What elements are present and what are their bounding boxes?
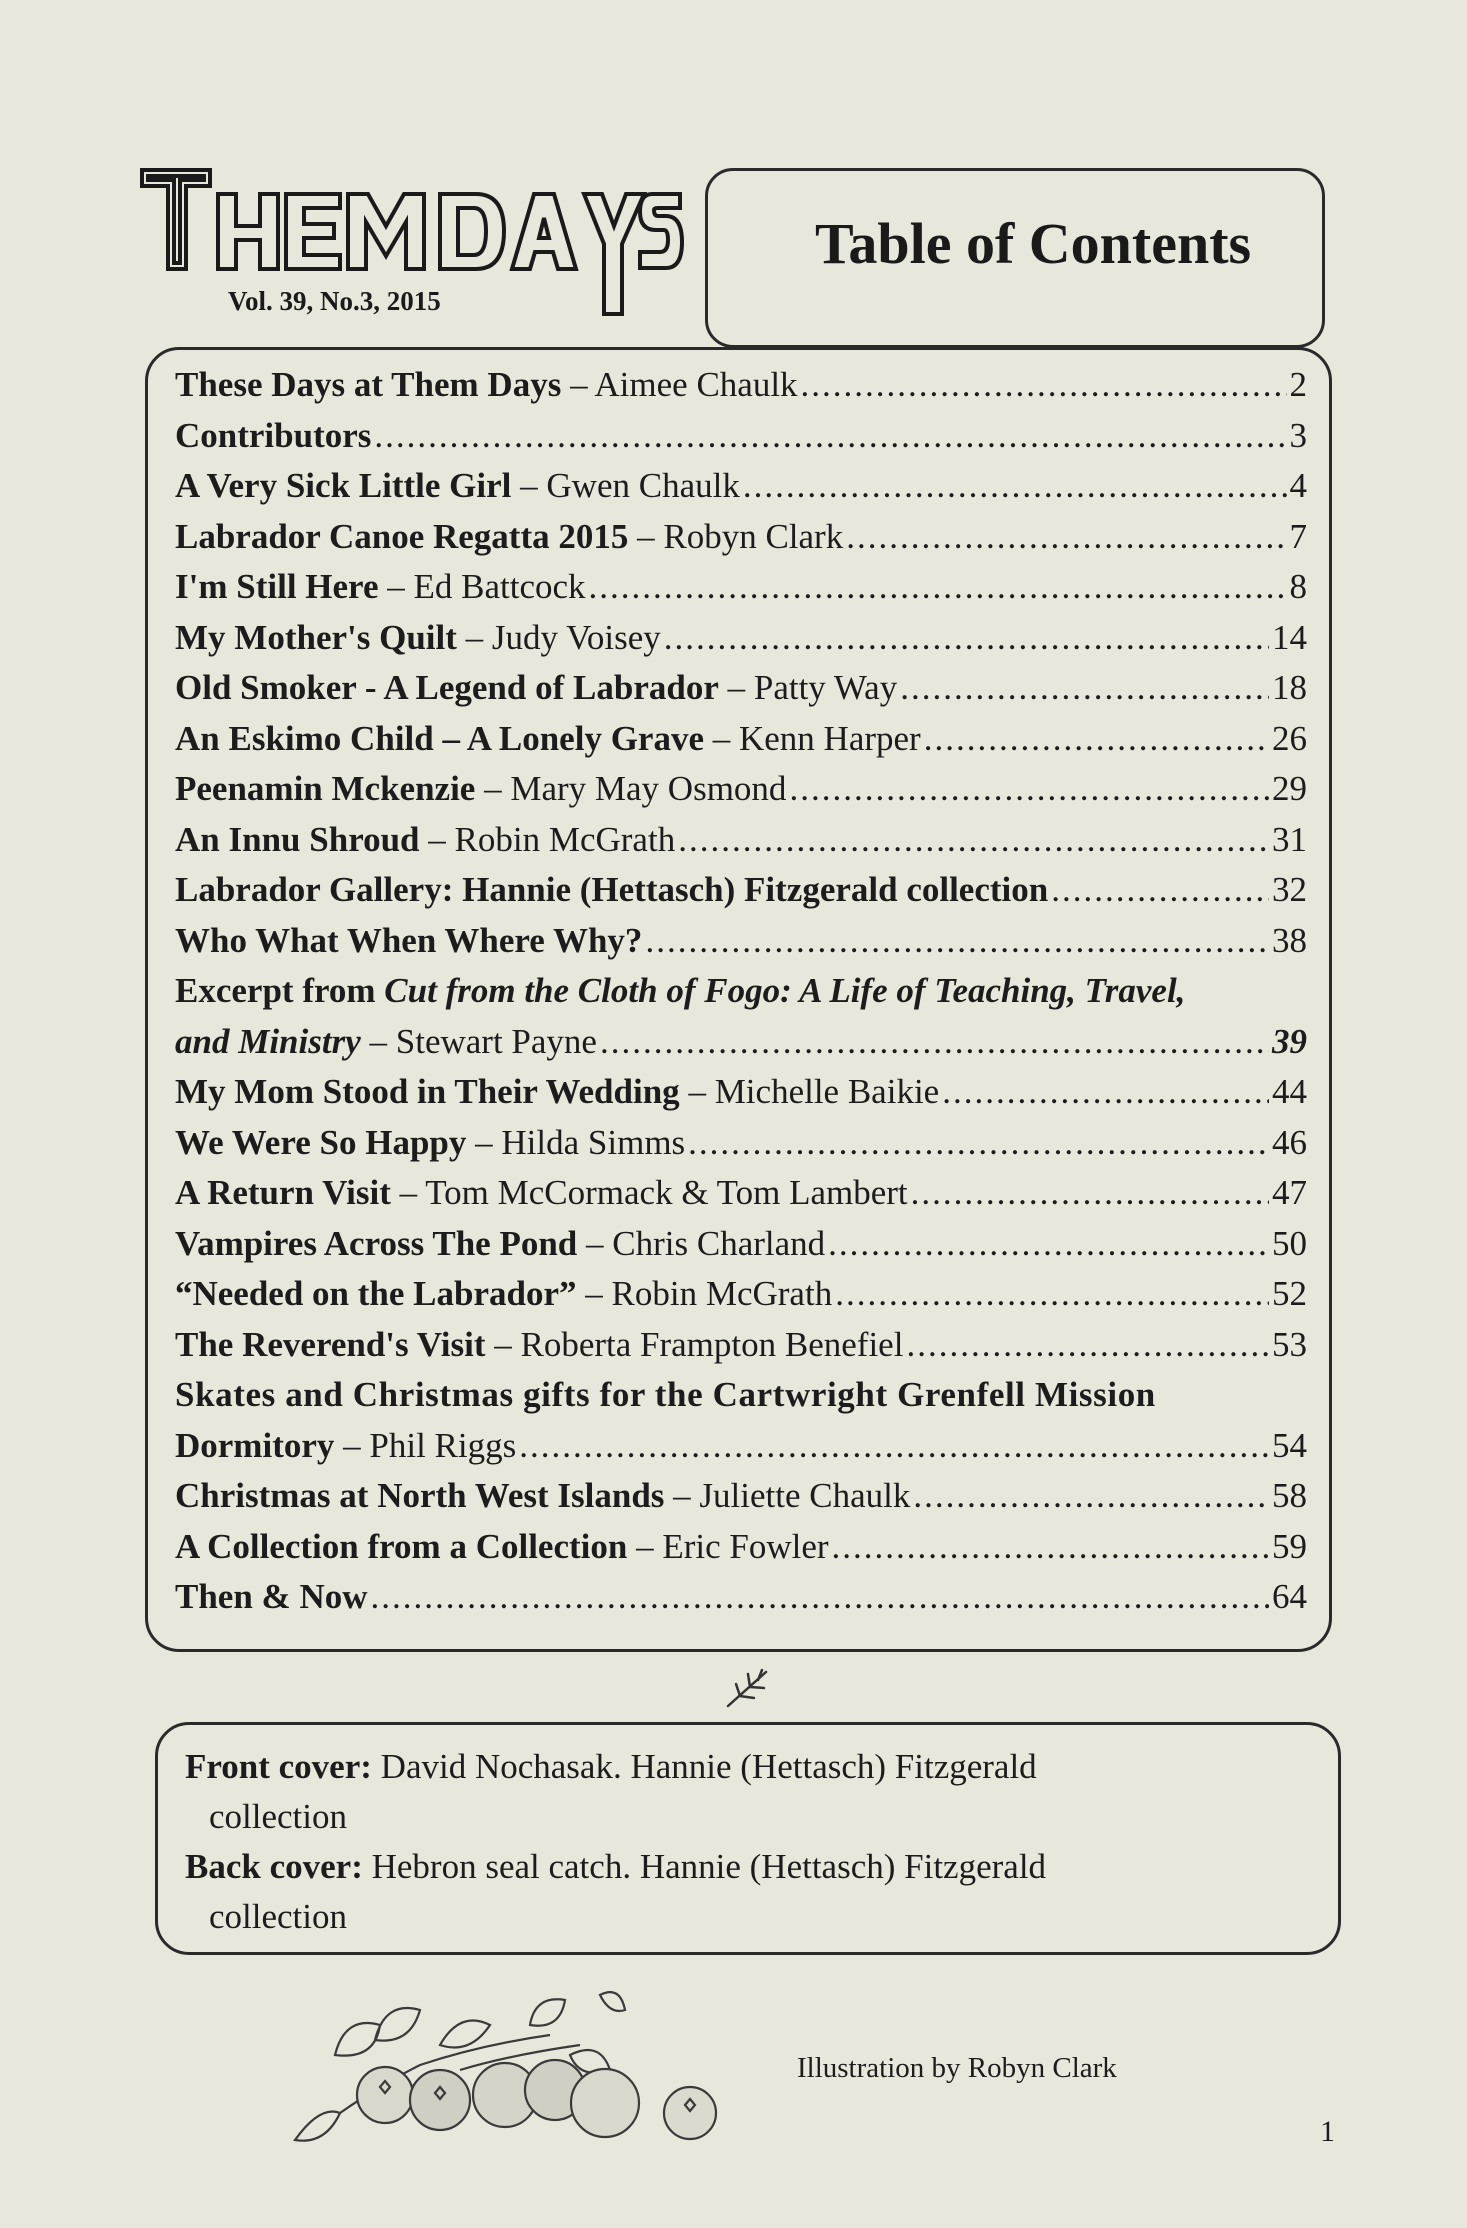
toc-entry-author: – Patty Way xyxy=(727,668,898,707)
toc-entry-title: Labrador Canoe Regatta 2015 xyxy=(175,516,629,556)
toc-entry-title: Vampires Across The Pond xyxy=(175,1223,578,1263)
toc-entry-page: 3 xyxy=(1289,415,1307,455)
toc-entry-title: Peenamin Mckenzie xyxy=(175,769,476,808)
toc-entry-title: Who What When Where Why? xyxy=(175,920,643,960)
toc-entry-page: 4 xyxy=(1289,466,1307,505)
berry-illustration-icon xyxy=(280,1985,760,2190)
toc-entry-page: 26 xyxy=(1272,718,1307,758)
leader-dots xyxy=(846,512,1286,563)
toc-entry-excerpt[interactable] xyxy=(175,966,1307,1017)
toc-entry-author: – Judy Voisey xyxy=(465,617,661,657)
leader-dots xyxy=(519,1421,1269,1472)
leader-dots xyxy=(906,1320,1269,1371)
toc-entry[interactable] xyxy=(175,562,1307,613)
toc-entry-title: and Ministry xyxy=(175,1021,361,1061)
leader-dots xyxy=(1051,865,1269,916)
toc-entry-page: 39 xyxy=(1272,1021,1307,1061)
toc-entry-title: Contributors xyxy=(175,415,372,455)
toc-entry[interactable] xyxy=(175,714,1307,765)
leader-dots xyxy=(688,1118,1269,1169)
toc-entry-title: The Reverend's Visit xyxy=(175,1324,486,1364)
toc-entry[interactable] xyxy=(175,764,1307,815)
toc-entry-title: Old Smoker - A Legend of Labrador xyxy=(175,668,719,707)
toc-entry-skates[interactable] xyxy=(175,1370,1307,1421)
toc-entry-author: – Eric Fowler xyxy=(636,1526,829,1566)
toc-entry-title: “Needed on the Labrador” xyxy=(175,1274,577,1313)
toc-entry-title: Christmas at North West Islands xyxy=(175,1476,665,1515)
sprig-ornament-icon xyxy=(718,1662,778,1712)
front-cover-line2: collection xyxy=(209,1797,348,1836)
toc-entry-page: 32 xyxy=(1272,870,1307,909)
toc-entry[interactable] xyxy=(175,512,1307,563)
toc-entry-title: Labrador Gallery: Hannie (Hettasch) Fitzgerald collection xyxy=(175,870,1049,909)
toc-entry[interactable] xyxy=(175,1471,1307,1522)
toc-entry-title: My Mom Stood in Their Wedding xyxy=(175,1072,680,1111)
toc-entry[interactable] xyxy=(175,865,1307,916)
leader-dots xyxy=(789,764,1269,815)
table-of-contents xyxy=(175,360,1307,1623)
toc-entry-author: – Ed Battcock xyxy=(387,567,586,606)
leader-dots xyxy=(801,360,1287,411)
leader-dots xyxy=(832,1522,1269,1573)
toc-entry-author: – Stewart Payne xyxy=(369,1021,597,1061)
toc-entry-title: My Mother's Quilt xyxy=(175,617,457,657)
leader-dots xyxy=(913,1471,1269,1522)
toc-entry[interactable] xyxy=(175,1067,1307,1118)
toc-entry-title: A Collection from a Collection xyxy=(175,1526,628,1566)
toc-entry-title: A Return Visit xyxy=(175,1173,391,1212)
toc-entry-page: 47 xyxy=(1272,1173,1307,1212)
back-cover-line2: collection xyxy=(209,1897,348,1936)
toc-entry-page: 59 xyxy=(1272,1526,1307,1566)
toc-entry-title: Then & Now xyxy=(175,1577,368,1616)
toc-entry-page: 52 xyxy=(1272,1274,1307,1313)
back-cover-line: Back cover: Hebron seal catch. Hannie (Hettasch) Fitzgerald xyxy=(185,1847,1047,1886)
toc-entry[interactable] xyxy=(175,1118,1307,1169)
page-number: 1 xyxy=(1320,2115,1335,2148)
toc-entry-page: 38 xyxy=(1272,920,1307,960)
toc-entry[interactable] xyxy=(175,1572,1307,1623)
toc-entry[interactable] xyxy=(175,1219,1307,1270)
leader-dots xyxy=(645,916,1269,967)
toc-entry-author: – Mary May Osmond xyxy=(484,769,787,808)
toc-entry-page: 14 xyxy=(1272,617,1307,657)
toc-entry-page: 8 xyxy=(1289,567,1307,606)
toc-entry-page: 2 xyxy=(1289,365,1307,404)
toc-entry[interactable] xyxy=(175,1522,1307,1573)
toc-entry-title: A Very Sick Little Girl xyxy=(175,466,512,505)
toc-entry-author: – Kenn Harper xyxy=(712,718,921,758)
toc-entry-page: 31 xyxy=(1272,819,1307,859)
leader-dots xyxy=(678,815,1269,866)
toc-entry-author: – Michelle Baikie xyxy=(688,1072,940,1111)
toc-entry-page: 64 xyxy=(1272,1577,1307,1616)
toc-entry[interactable] xyxy=(175,815,1307,866)
toc-entry-page: 7 xyxy=(1289,516,1307,556)
toc-entry-author: – Robin McGrath xyxy=(585,1274,833,1313)
leader-dots xyxy=(828,1219,1269,1270)
toc-entry-title: An Innu Shroud xyxy=(175,819,420,859)
front-cover-line: Front cover: David Nochasak. Hannie (Hettasch) Fitzgerald xyxy=(185,1747,1037,1786)
leader-dots xyxy=(589,562,1287,613)
leader-dots xyxy=(900,663,1269,714)
toc-entry-title: Excerpt from Cut from the Cloth of Fogo: A Life of Teaching, Travel, xyxy=(175,971,1186,1010)
toc-entry[interactable] xyxy=(175,1320,1307,1371)
toc-entry-excerpt-cont[interactable] xyxy=(175,1017,1307,1068)
toc-entry-title: I'm Still Here xyxy=(175,567,379,606)
cover-credits xyxy=(185,1742,1305,1942)
toc-entry-page: 29 xyxy=(1272,769,1307,808)
toc-entry-skates-cont[interactable] xyxy=(175,1421,1307,1472)
toc-entry-author: – Juliette Chaulk xyxy=(673,1476,911,1515)
toc-entry[interactable] xyxy=(175,411,1307,462)
toc-entry-title: We Were So Happy xyxy=(175,1122,467,1162)
toc-entry[interactable] xyxy=(175,663,1307,714)
page-title: Table of Contents xyxy=(815,211,1252,276)
toc-entry-author: – Chris Charland xyxy=(586,1223,826,1263)
toc-entry-page: 46 xyxy=(1272,1122,1307,1162)
toc-entry-page: 44 xyxy=(1272,1072,1307,1111)
volume-label: Vol. 39, No.3, 2015 xyxy=(228,286,441,316)
toc-entry-title: Skates and Christmas gifts for the Cartwright Grenfell Mission xyxy=(175,1375,1156,1414)
leader-dots xyxy=(374,411,1286,462)
toc-entry-page: 58 xyxy=(1272,1476,1307,1515)
toc-entry-title: Dormitory xyxy=(175,1425,335,1465)
toc-entry-author: – Robin McGrath xyxy=(428,819,676,859)
toc-entry[interactable] xyxy=(175,1269,1307,1320)
leader-dots xyxy=(924,714,1269,765)
toc-entry-page: 54 xyxy=(1272,1425,1307,1465)
leader-dots xyxy=(942,1067,1269,1118)
toc-entry-title: These Days at Them Days xyxy=(175,365,562,404)
toc-entry-author: – Tom McCormack & Tom Lambert xyxy=(399,1173,908,1212)
leader-dots xyxy=(911,1168,1269,1219)
toc-entry-author: – Gwen Chaulk xyxy=(520,466,740,505)
toc-entry-author: – Roberta Frampton Benefiel xyxy=(494,1324,904,1364)
toc-entry[interactable] xyxy=(175,360,1307,411)
toc-entry[interactable] xyxy=(175,1168,1307,1219)
toc-entry-author: – Robyn Clark xyxy=(637,516,844,556)
toc-entry[interactable] xyxy=(175,916,1307,967)
illustration-credit: Illustration by Robyn Clark xyxy=(797,2052,1117,2084)
toc-entry-author: – Aimee Chaulk xyxy=(570,365,798,404)
toc-entry[interactable] xyxy=(175,613,1307,664)
leader-dots xyxy=(835,1269,1269,1320)
leader-dots xyxy=(664,613,1269,664)
toc-entry-author: – Phil Riggs xyxy=(343,1425,517,1465)
toc-entry-page: 53 xyxy=(1272,1324,1307,1364)
leader-dots xyxy=(743,461,1287,512)
toc-entry-title: An Eskimo Child – A Lonely Grave xyxy=(175,718,704,758)
toc-entry[interactable] xyxy=(175,461,1307,512)
toc-entry-author: – Hilda Simms xyxy=(475,1122,686,1162)
toc-entry-page: 50 xyxy=(1272,1223,1307,1263)
leader-dots xyxy=(600,1017,1269,1068)
toc-entry-page: 18 xyxy=(1272,668,1307,707)
leader-dots xyxy=(371,1572,1269,1623)
